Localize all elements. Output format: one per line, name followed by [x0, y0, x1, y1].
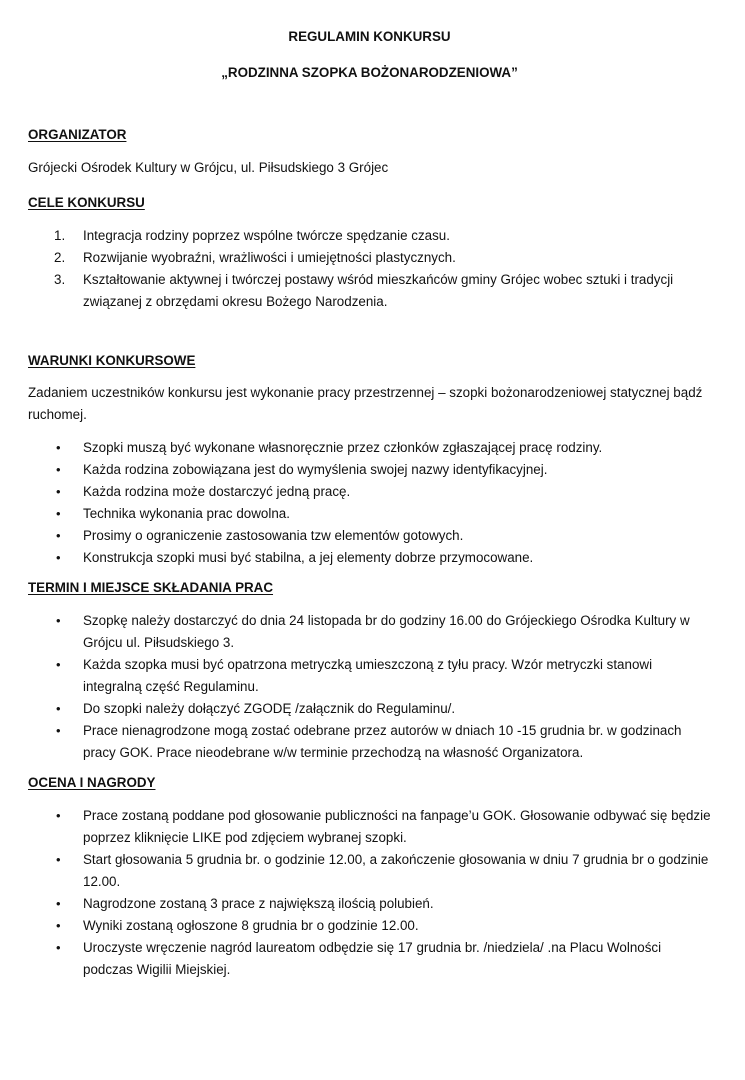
deadline-list	[28, 610, 711, 764]
bullet-icon: •	[56, 506, 61, 521]
bullet-icon: •	[56, 896, 61, 911]
bullet-icon: •	[56, 723, 61, 738]
list-number: 2.	[54, 250, 66, 265]
bullet-icon: •	[56, 462, 61, 477]
list-item-text: Prace nienagrodzone mogą zostać odebrane przez autorów w dniach 10 -15 grudnia br. w godzinach pracy GOK. Prace nieodebrane w/w terminie przechodzą na własność Organizatora.	[83, 723, 682, 760]
bullet-icon: •	[56, 918, 61, 933]
conditions-list-item	[28, 547, 711, 569]
section-heading-deadline: TERMIN I MIEJSCE SKŁADANIA PRAC	[28, 580, 274, 595]
list-item-text: Każda szopka musi być opatrzona metryczką umieszczoną z tyłu pracy. Wzór metryczki stanowi integralną część Regulaminu.	[83, 657, 653, 694]
deadline-list-item	[28, 654, 711, 698]
conditions-list-item	[28, 481, 711, 503]
list-item-text: Prosimy o ograniczenie zastosowania tzw elementów gotowych.	[83, 528, 464, 543]
organizer-text: Grójecki Ośrodek Kultury w Grójcu, ul. Piłsudskiego 3 Grójec	[28, 160, 389, 175]
list-item-text: Wyniki zostaną ogłoszone 8 grudnia br o godzinie 12.00.	[83, 918, 419, 933]
awards-list	[28, 805, 711, 981]
bullet-icon: •	[56, 657, 61, 672]
conditions-list-item	[28, 525, 711, 547]
awards-list-item	[28, 937, 711, 981]
list-item-text: Prace zostaną poddane pod głosowanie publiczności na fanpage’u GOK. Głosowanie odbywać się będzie poprzez kliknięcie LIKE pod zdjęciem wybranej szopki.	[83, 808, 711, 845]
bullet-icon: •	[56, 808, 61, 823]
awards-list-item	[28, 915, 711, 937]
section-heading-organizer: ORGANIZATOR	[28, 127, 127, 142]
section-heading-awards: OCENA I NAGRODY	[28, 775, 156, 790]
list-item-text: Każda rodzina może dostarczyć jedną pracę.	[83, 484, 351, 499]
awards-list-item	[28, 805, 711, 849]
goals-list-item	[28, 225, 711, 247]
list-item-text: Każda rodzina zobowiązana jest do wymyślenia swojej nazwy identyfikacyjnej.	[83, 462, 548, 477]
list-item-text: Kształtowanie aktywnej i twórczej postawy wśród mieszkańców gminy Grójec wobec sztuki i tradycji związanej z obrzędami okresu Bożego Narodzenia.	[83, 272, 674, 309]
conditions-intro: Zadaniem uczestników konkursu jest wykonanie pracy przestrzennej – szopki bożonarodzeniowej statycznej bądź ruchomej.	[28, 385, 703, 422]
list-number: 1.	[54, 228, 66, 243]
bullet-icon: •	[56, 852, 61, 867]
conditions-list	[28, 437, 711, 569]
conditions-list-item	[28, 503, 711, 525]
list-item-text: Technika wykonania prac dowolna.	[83, 506, 290, 521]
bullet-icon: •	[56, 701, 61, 716]
conditions-list-item	[28, 437, 711, 459]
list-item-text: Szopkę należy dostarczyć do dnia 24 listopada br do godziny 16.00 do Grójeckiego Ośrodka Kultury w Grójcu ul. Piłsudskiego 3.	[83, 613, 690, 650]
list-item-text: Do szopki należy dołączyć ZGODĘ /załącznik do Regulaminu/.	[83, 701, 456, 716]
bullet-icon: •	[56, 440, 61, 455]
bullet-icon: •	[56, 484, 61, 499]
goals-list	[28, 225, 711, 313]
list-item-text: Szopki muszą być wykonane własnoręcznie przez członków zgłaszającej pracę rodziny.	[83, 440, 603, 455]
bullet-icon: •	[56, 613, 61, 628]
bullet-icon: •	[56, 528, 61, 543]
deadline-list-item	[28, 698, 711, 720]
list-item-text: Integracja rodziny poprzez wspólne twórcze spędzanie czasu.	[83, 228, 450, 243]
list-item-text: Uroczyste wręczenie nagród laureatom odbędzie się 17 grudnia br. /niedziela/ .na Placu Wolności podczas Wigilii Miejskiej.	[83, 940, 662, 977]
goals-list-item	[28, 247, 711, 269]
deadline-list-item	[28, 610, 711, 654]
contest-name: „RODZINNA SZOPKA BOŻONARODZENIOWA”	[221, 65, 518, 80]
awards-list-item	[28, 893, 711, 915]
list-item-text: Konstrukcja szopki musi być stabilna, a jej elementy dobrze przymocowane.	[83, 550, 534, 565]
conditions-list-item	[28, 459, 711, 481]
list-number: 3.	[54, 272, 66, 287]
awards-list-item	[28, 849, 711, 893]
deadline-list-item	[28, 720, 711, 764]
bullet-icon: •	[56, 550, 61, 565]
document-title: REGULAMIN KONKURSU	[288, 29, 451, 44]
goals-list-item	[28, 269, 711, 313]
list-item-text: Start głosowania 5 grudnia br. o godzinie 12.00, a zakończenie głosowania w dniu 7 grudnia br o godzinie 12.00.	[83, 852, 709, 889]
section-heading-conditions: WARUNKI KONKURSOWE	[28, 353, 196, 368]
bullet-icon: •	[56, 940, 61, 955]
list-item-text: Nagrodzone zostaną 3 prace z największą ilością polubień.	[83, 896, 434, 911]
list-item-text: Rozwijanie wyobraźni, wrażliwości i umiejętności plastycznych.	[83, 250, 456, 265]
section-heading-goals: CELE KONKURSU	[28, 195, 145, 210]
